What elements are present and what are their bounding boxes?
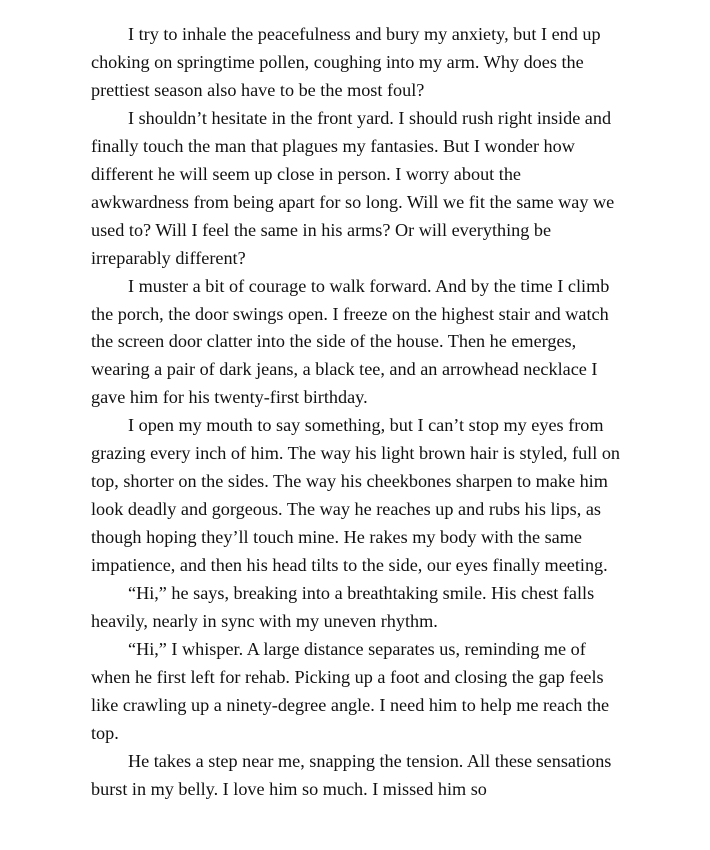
paragraph: “Hi,” he says, breaking into a breathtaking smile. His chest falls heavily, nearly in sync with my uneven rhythm. (91, 583, 595, 632)
paragraph: “Hi,” I whisper. A large distance separates us, reminding me of when he first left for rehab. Picking up a foot and closing the gap feels like crawling up a ninety-degree angle. I need him to help me reach the top. (91, 638, 610, 743)
paragraph: I shouldn’t hesitate in the front yard. I should rush right inside and finally touch the man that plagues my fantasies. But I wonder how different he will seem up close in person. I worry about the awkwardness from being apart for so long. Will we fit the same way we used to? Will I feel the same in his arms? Or will everything be irreparably different? (91, 107, 615, 268)
paragraph: I open my mouth to say something, but I can’t stop my eyes from grazing every inch of him. The way his light brown hair is styled, full on top, shorter on the sides. The way his cheekbones sharpen to make him look deadly and gorgeous. The way he reaches up and rubs his lips, as though hoping they’ll touch mine. He rakes my body with the same impatience, and then his head tilts to the side, our eyes finally meeting. (91, 415, 621, 576)
paragraph: I try to inhale the peacefulness and bury my anxiety, but I end up choking on springtime pollen, coughing into my arm. Why does the prettiest season also have to be the most foul? (91, 24, 601, 100)
paragraph: He takes a step near me, snapping the tension. All these sensations burst in my belly. I love him so much. I missed him so (91, 750, 612, 799)
paragraph: I muster a bit of courage to walk forward. And by the time I climb the porch, the door swings open. I freeze on the highest stair and watch the screen door clatter into the side of the house. Then he emerges, wearing a pair of dark jeans, a black tee, and an arrowhead necklace I gave him for his twenty-first birthday. (91, 275, 610, 408)
book-page (91, 21, 621, 804)
